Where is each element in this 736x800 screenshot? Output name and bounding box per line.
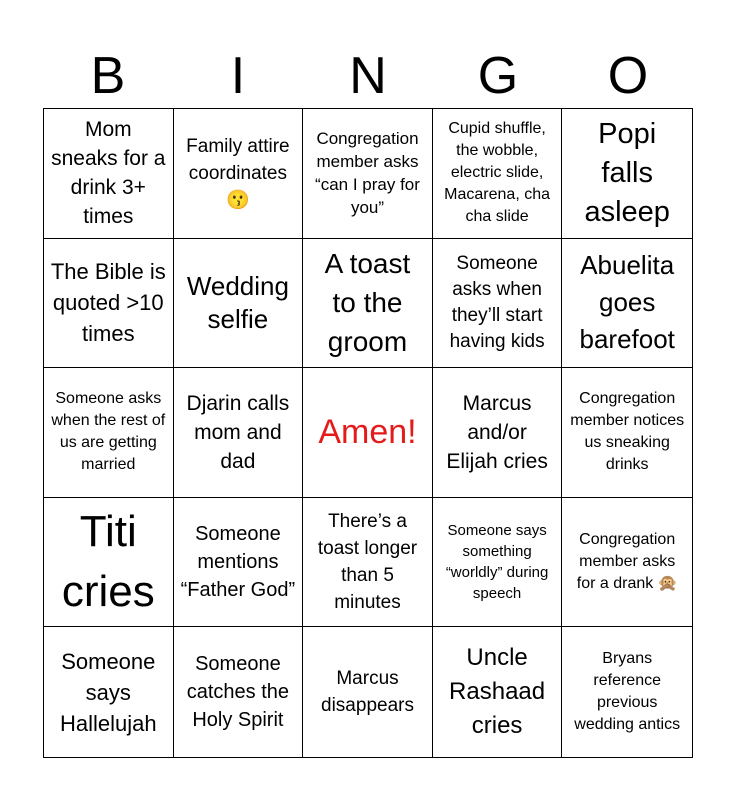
bingo-header [43,46,693,106]
bingo-cell-r3c2[interactable] [174,368,304,498]
bingo-cell-text: Congregation member notices us sneaking drinks [570,390,685,474]
bingo-cell-r1c5[interactable] [562,109,692,239]
bingo-cell-text: A toast to the groom [324,248,411,358]
bingo-cell-r3c1[interactable] [44,368,174,498]
bingo-cell-text: Congregation member asks “can I pray for you” [315,129,420,218]
bingo-cell-r5c4[interactable] [433,627,563,757]
bingo-cell-r1c4[interactable] [433,109,563,239]
bingo-cell-text: The Bible is quoted >10 times [50,259,166,347]
bingo-cell-r1c1[interactable] [44,109,174,239]
bingo-cell-free-space[interactable] [303,368,433,498]
bingo-cell-text: Someone asks when they’ll start having kids [449,252,545,352]
bingo-cell-r5c5[interactable] [562,627,692,757]
bingo-cell-r4c2[interactable] [174,498,304,628]
bingo-cell-text: Family attire coordinates 😗 [186,135,290,211]
bingo-cell-text: Someone says something “worldly” during speech [445,522,549,603]
bingo-cell-r3c4[interactable] [433,368,563,498]
bingo-cell-r1c2[interactable] [174,109,304,239]
bingo-cell-text: Someone says Hallelujah [59,648,157,736]
bingo-cell-text: Popi falls asleep [584,117,670,228]
bingo-cell-text: Cupid shuffle, the wobble, electric slide, Macarena, cha cha slide [444,120,551,226]
bingo-cell-text: Congregation member asks for a drank 🙊 [576,531,678,593]
bingo-cell-text: Mom sneaks for a drink 3+ times [51,118,166,229]
bingo-cell-text: Bryans reference previous wedding antics [574,650,681,734]
bingo-cell-r2c1[interactable] [44,239,174,369]
bingo-cell-r1c3[interactable] [303,109,433,239]
bingo-cell-r2c4[interactable] [433,239,563,369]
header-letter-i: I [230,47,246,105]
header-letter-g: G [477,47,519,105]
bingo-cell-text: Someone catches the Holy Spirit [186,653,290,732]
bingo-cell-text: Someone mentions “Father God” [180,523,296,602]
bingo-cell-r3c5[interactable] [562,368,692,498]
header-letter-o: O [607,47,649,105]
bingo-cell-r5c1[interactable] [44,627,174,757]
bingo-cell-r2c3[interactable] [303,239,433,369]
bingo-cell-r4c3[interactable] [303,498,433,628]
bingo-cell-r2c2[interactable] [174,239,304,369]
bingo-cell-r2c5[interactable] [562,239,692,369]
bingo-cell-text: Someone asks when the rest of us are getting married [51,390,166,474]
bingo-cell-r5c2[interactable] [174,627,304,757]
bingo-cell-text: Djarin calls mom and dad [186,391,290,473]
bingo-cell-r4c5[interactable] [562,498,692,628]
bingo-cell-text: Marcus disappears [321,668,414,717]
header-letter-n: N [349,47,387,105]
bingo-cell-text: Titi cries [61,507,155,617]
bingo-cell-text: Uncle Rashaad cries [449,644,546,740]
bingo-cell-text: Abuelita goes barefoot [579,250,675,355]
bingo-cell-text: There’s a toast longer than 5 minutes [317,511,418,614]
free-space-text: Amen! [318,413,417,452]
header-letter-b: B [90,47,126,105]
bingo-cell-r4c4[interactable] [433,498,563,628]
bingo-cell-r4c1[interactable] [44,498,174,628]
bingo-board [43,108,693,758]
bingo-cell-text: Marcus and/or Elijah cries [446,391,548,473]
bingo-cell-text: Wedding selfie [186,270,289,334]
bingo-cell-r5c3[interactable] [303,627,433,757]
